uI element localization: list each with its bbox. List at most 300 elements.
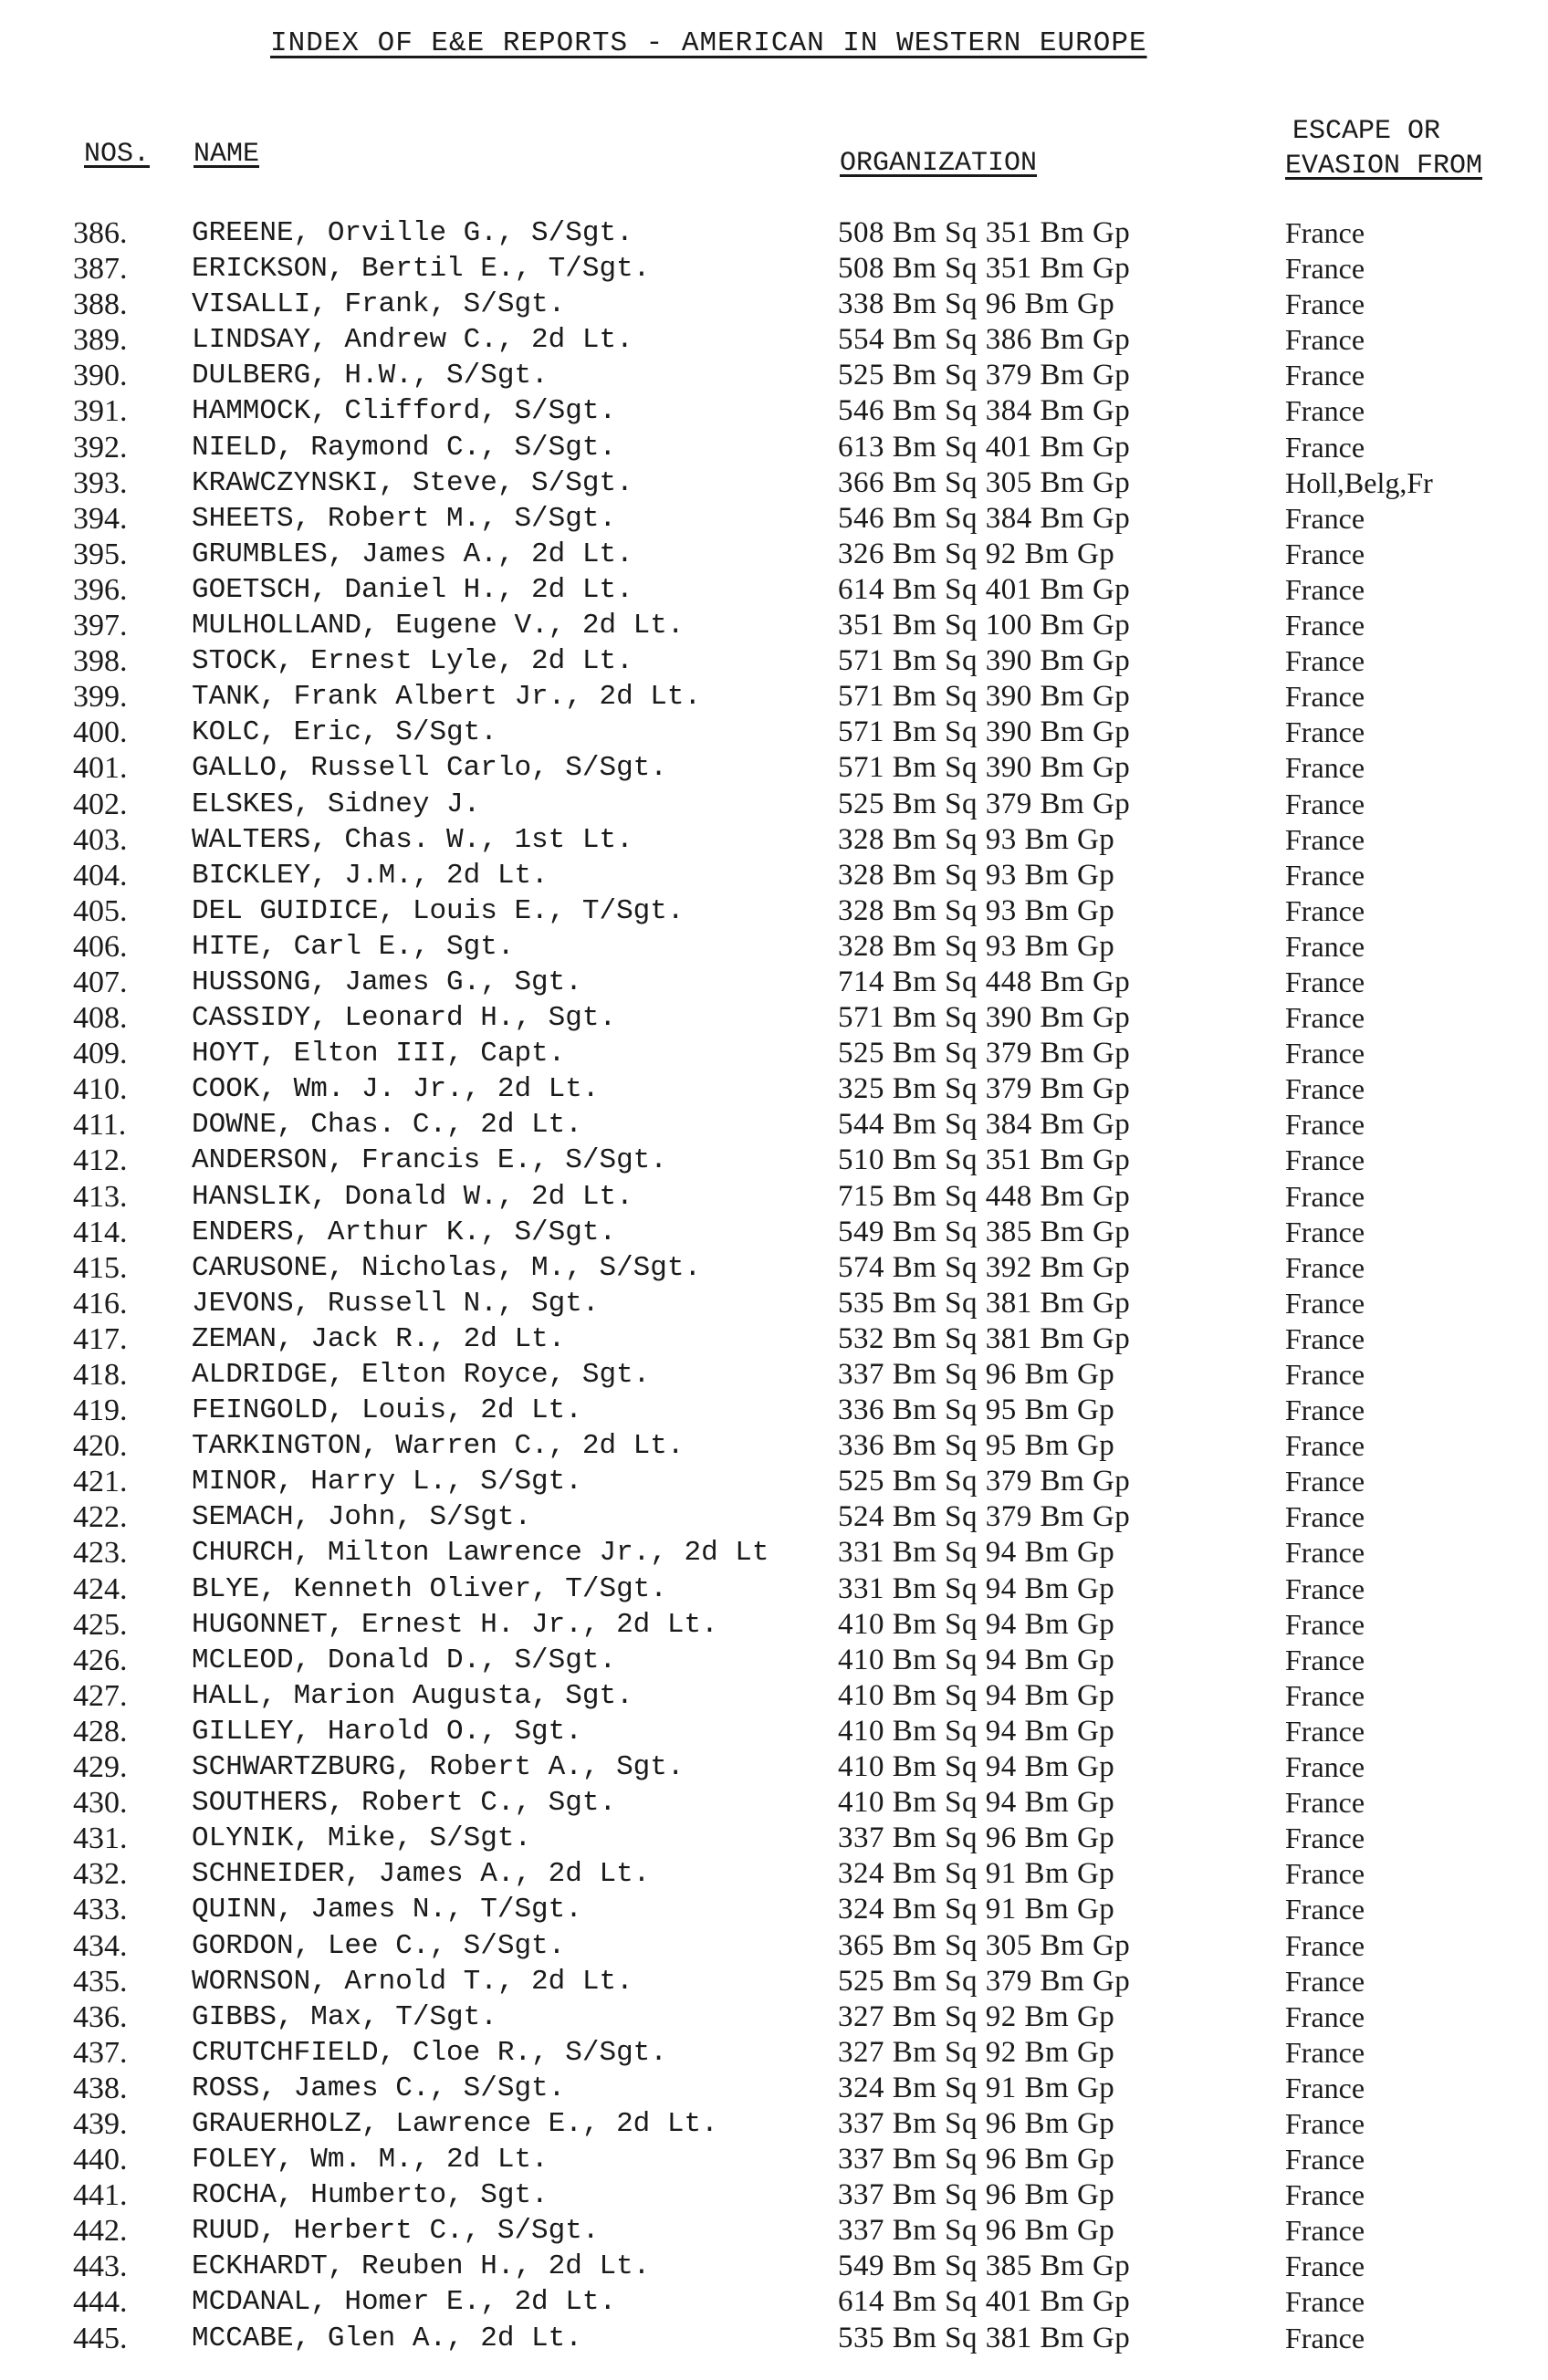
row-escape-from: France <box>1285 2178 1365 2212</box>
row-number: 415. <box>73 1250 128 1285</box>
row-name: ROCHA, Humberto, Sgt. <box>192 2179 549 2212</box>
row-number: 441. <box>73 2178 128 2213</box>
row-escape-from: France <box>1285 751 1365 785</box>
row-number: 407. <box>73 965 128 999</box>
row-name: QUINN, James N., T/Sgt. <box>192 1894 582 1926</box>
table-row <box>0 537 1548 572</box>
row-number: 396. <box>73 572 128 607</box>
row-organization: 535 Bm Sq 381 Bm Gp <box>838 1286 1131 1320</box>
header-name: NAME <box>194 139 260 170</box>
table-row <box>0 1714 1548 1749</box>
row-organization: 546 Bm Sq 384 Bm Gp <box>838 501 1131 535</box>
row-number: 426. <box>73 1643 128 1677</box>
row-name: CASSIDY, Leonard H., Sgt. <box>192 1002 617 1035</box>
row-organization: 571 Bm Sq 390 Bm Gp <box>838 751 1131 785</box>
table-row <box>0 1036 1548 1071</box>
table-row <box>0 1749 1548 1785</box>
row-escape-from: France <box>1285 2285 1365 2319</box>
row-number: 416. <box>73 1286 128 1320</box>
row-organization: 524 Bm Sq 379 Bm Gp <box>838 1500 1131 1534</box>
table-row <box>0 893 1548 929</box>
row-escape-from: France <box>1285 1893 1365 1926</box>
row-organization: 410 Bm Sq 94 Bm Gp <box>838 1750 1115 1784</box>
row-name: GALLO, Russell Carlo, S/Sgt. <box>192 752 667 785</box>
row-organization: 614 Bm Sq 401 Bm Gp <box>838 572 1131 606</box>
table-row <box>0 2284 1548 2320</box>
table-row <box>0 2213 1548 2249</box>
row-organization: 525 Bm Sq 379 Bm Gp <box>838 787 1131 820</box>
row-organization: 544 Bm Sq 384 Bm Gp <box>838 1108 1131 1142</box>
table-row <box>0 1464 1548 1499</box>
row-name: HOYT, Elton III, Capt. <box>192 1038 566 1070</box>
row-number: 388. <box>73 287 128 322</box>
row-name: DULBERG, H.W., S/Sgt. <box>192 360 549 392</box>
row-name: KRAWCZYNSKI, Steve, S/Sgt. <box>192 466 633 499</box>
row-name: ANDERSON, Francis E., S/Sgt. <box>192 1144 667 1177</box>
row-escape-from: France <box>1285 537 1365 570</box>
row-name: ELSKES, Sidney J. <box>192 788 481 820</box>
table-row <box>0 251 1548 287</box>
table-row <box>0 1607 1548 1643</box>
table-row <box>0 750 1548 786</box>
table-row <box>0 572 1548 608</box>
row-organization: 365 Bm Sq 305 Bm Gp <box>838 1928 1131 1962</box>
row-number: 440. <box>73 2143 128 2177</box>
row-number: 409. <box>73 1037 128 1071</box>
table-row <box>0 1892 1548 1927</box>
row-escape-from: Holl,Belg,Fr <box>1285 465 1433 499</box>
row-escape-from: France <box>1285 822 1365 856</box>
row-number: 429. <box>73 1750 128 1785</box>
row-number: 421. <box>73 1465 128 1499</box>
row-escape-from: France <box>1285 430 1365 464</box>
row-organization: 532 Bm Sq 381 Bm Gp <box>838 1321 1131 1355</box>
row-name: GOETSCH, Daniel H., 2d Lt. <box>192 573 633 606</box>
row-escape-from: France <box>1285 1643 1365 1676</box>
row-organization: 324 Bm Sq 91 Bm Gp <box>838 1857 1115 1891</box>
row-organization: 549 Bm Sq 385 Bm Gp <box>838 2250 1131 2283</box>
row-name: GRAUERHOLZ, Lawrence E., 2d Lt. <box>192 2107 718 2140</box>
row-name: GILLEY, Harold O., Sgt. <box>192 1715 582 1748</box>
row-number: 401. <box>73 751 128 786</box>
row-escape-from: France <box>1285 501 1365 535</box>
table-row <box>0 822 1548 858</box>
row-number: 395. <box>73 537 128 571</box>
table-row <box>0 1357 1548 1393</box>
row-name: SCHNEIDER, James A., 2d Lt. <box>192 1858 651 1891</box>
table-row <box>0 1250 1548 1286</box>
row-number: 442. <box>73 2214 128 2249</box>
row-escape-from: France <box>1285 1429 1365 1463</box>
document-title: INDEX OF E&E REPORTS - AMERICAN IN WESTERN EUROPE <box>270 27 1147 59</box>
row-organization: 525 Bm Sq 379 Bm Gp <box>838 1037 1131 1070</box>
table-row <box>0 1928 1548 1964</box>
row-escape-from: France <box>1285 1358 1365 1391</box>
row-organization: 331 Bm Sq 94 Bm Gp <box>838 1536 1115 1570</box>
row-organization: 410 Bm Sq 94 Bm Gp <box>838 1643 1115 1676</box>
table-row <box>0 1179 1548 1215</box>
row-number: 431. <box>73 1822 128 1856</box>
row-escape-from: France <box>1285 216 1365 249</box>
row-organization: 510 Bm Sq 351 Bm Gp <box>838 1143 1131 1177</box>
table-row <box>0 501 1548 537</box>
row-escape-from: France <box>1285 1179 1365 1213</box>
row-escape-from: France <box>1285 1928 1365 1962</box>
table-row <box>0 1678 1548 1714</box>
row-organization: 571 Bm Sq 390 Bm Gp <box>838 715 1131 749</box>
row-name: SOUTHERS, Robert C., Sgt. <box>192 1787 617 1820</box>
row-number: 402. <box>73 787 128 821</box>
row-name: KOLC, Eric, S/Sgt. <box>192 716 497 749</box>
row-name: ECKHARDT, Reuben H., 2d Lt. <box>192 2250 651 2283</box>
row-escape-from: France <box>1285 394 1365 428</box>
row-escape-from: France <box>1285 2035 1365 2069</box>
table-row <box>0 1856 1548 1892</box>
row-escape-from: France <box>1285 1999 1365 2033</box>
row-name: HAMMOCK, Clifford, S/Sgt. <box>192 395 617 428</box>
row-escape-from: France <box>1285 1001 1365 1035</box>
table-row <box>0 2249 1548 2284</box>
table-row <box>0 2106 1548 2142</box>
table-row <box>0 787 1548 822</box>
row-name: SHEETS, Robert M., S/Sgt. <box>192 502 617 535</box>
row-organization: 338 Bm Sq 96 Bm Gp <box>838 287 1115 321</box>
row-organization: 613 Bm Sq 401 Bm Gp <box>838 430 1131 464</box>
row-number: 418. <box>73 1358 128 1392</box>
row-escape-from: France <box>1285 1465 1365 1498</box>
row-number: 413. <box>73 1179 128 1214</box>
row-escape-from: France <box>1285 965 1365 998</box>
row-number: 389. <box>73 323 128 358</box>
row-number: 439. <box>73 2106 128 2141</box>
row-organization: 714 Bm Sq 448 Bm Gp <box>838 965 1131 998</box>
row-organization: 351 Bm Sq 100 Bm Gp <box>838 609 1131 642</box>
row-name: BICKLEY, J.M., 2d Lt. <box>192 859 549 892</box>
table-row <box>0 1428 1548 1464</box>
row-escape-from: France <box>1285 2143 1365 2176</box>
row-number: 420. <box>73 1429 128 1464</box>
table-row <box>0 1393 1548 1428</box>
row-escape-from: France <box>1285 715 1365 749</box>
table-row <box>0 215 1548 251</box>
row-name: ZEMAN, Jack R., 2d Lt. <box>192 1322 566 1355</box>
row-escape-from: France <box>1285 1678 1365 1712</box>
row-number: 403. <box>73 822 128 857</box>
row-number: 436. <box>73 1999 128 2034</box>
row-number: 437. <box>73 2035 128 2070</box>
row-escape-from: France <box>1285 787 1365 820</box>
row-name: HITE, Carl E., Sgt. <box>192 930 515 963</box>
row-escape-from: France <box>1285 1215 1365 1248</box>
row-number: 406. <box>73 929 128 964</box>
row-organization: 410 Bm Sq 94 Bm Gp <box>838 1678 1115 1712</box>
row-organization: 328 Bm Sq 93 Bm Gp <box>838 929 1115 963</box>
row-organization: 410 Bm Sq 94 Bm Gp <box>838 1786 1115 1820</box>
row-number: 430. <box>73 1786 128 1821</box>
row-escape-from: France <box>1285 1072 1365 1106</box>
row-name: JEVONS, Russell N., Sgt. <box>192 1287 600 1320</box>
row-number: 387. <box>73 252 128 287</box>
table-row <box>0 1785 1548 1821</box>
row-escape-from: France <box>1285 1394 1365 1427</box>
table-row <box>0 965 1548 1000</box>
row-name: NIELD, Raymond C., S/Sgt. <box>192 431 617 464</box>
table-row <box>0 1499 1548 1535</box>
row-number: 394. <box>73 501 128 536</box>
row-organization: 571 Bm Sq 390 Bm Gp <box>838 680 1131 714</box>
row-organization: 327 Bm Sq 92 Bm Gp <box>838 1999 1115 2033</box>
table-row <box>0 1999 1548 2035</box>
header-organization: ORGANIZATION <box>840 148 1038 179</box>
table-row <box>0 393 1548 429</box>
table-row <box>0 2035 1548 2071</box>
row-name: HALL, Marion Augusta, Sgt. <box>192 1679 633 1712</box>
row-number: 392. <box>73 430 128 465</box>
row-escape-from: France <box>1285 2071 1365 2104</box>
row-organization: 337 Bm Sq 96 Bm Gp <box>838 2214 1115 2248</box>
row-escape-from: France <box>1285 1321 1365 1355</box>
row-number: 405. <box>73 893 128 928</box>
row-organization: 337 Bm Sq 96 Bm Gp <box>838 2143 1115 2176</box>
table-row <box>0 358 1548 393</box>
row-organization: 366 Bm Sq 305 Bm Gp <box>838 465 1131 499</box>
row-escape-from: France <box>1285 1500 1365 1534</box>
row-number: 404. <box>73 858 128 892</box>
row-organization: 410 Bm Sq 94 Bm Gp <box>838 1607 1115 1641</box>
row-number: 397. <box>73 609 128 643</box>
row-number: 393. <box>73 465 128 500</box>
row-name: SEMACH, John, S/Sgt. <box>192 1501 532 1534</box>
row-name: MCLEOD, Donald D., S/Sgt. <box>192 1644 617 1676</box>
table-row <box>0 1821 1548 1856</box>
row-name: MULHOLLAND, Eugene V., 2d Lt. <box>192 610 685 642</box>
row-escape-from: France <box>1285 1822 1365 1855</box>
row-escape-from: France <box>1285 1286 1365 1320</box>
row-name: GIBBS, Max, T/Sgt. <box>192 2000 497 2033</box>
row-escape-from: France <box>1285 858 1365 892</box>
row-number: 417. <box>73 1321 128 1356</box>
row-escape-from: France <box>1285 644 1365 678</box>
table-row <box>0 2071 1548 2106</box>
table-row <box>0 1286 1548 1321</box>
row-name: CHURCH, Milton Lawrence Jr., 2d Lt <box>192 1537 769 1570</box>
row-name: CARUSONE, Nicholas, M., S/Sgt. <box>192 1251 702 1284</box>
row-escape-from: France <box>1285 2106 1365 2140</box>
report-list <box>0 215 1548 2356</box>
row-name: TANK, Frank Albert Jr., 2d Lt. <box>192 681 702 714</box>
row-escape-from: France <box>1285 929 1365 963</box>
row-escape-from: France <box>1285 2214 1365 2248</box>
row-organization: 325 Bm Sq 379 Bm Gp <box>838 1072 1131 1106</box>
row-name: GRUMBLES, James A., 2d Lt. <box>192 538 633 570</box>
table-row <box>0 1071 1548 1107</box>
row-number: 424. <box>73 1571 128 1606</box>
row-name: OLYNIK, Mike, S/Sgt. <box>192 1822 532 1855</box>
row-escape-from: France <box>1285 1964 1365 1998</box>
row-number: 432. <box>73 1857 128 1892</box>
row-name: STOCK, Ernest Lyle, 2d Lt. <box>192 645 633 678</box>
table-row <box>0 430 1548 465</box>
row-number: 410. <box>73 1072 128 1107</box>
row-name: ALDRIDGE, Elton Royce, Sgt. <box>192 1359 651 1391</box>
row-escape-from: France <box>1285 1108 1365 1142</box>
row-escape-from: France <box>1285 572 1365 606</box>
row-number: 386. <box>73 216 128 250</box>
row-number: 411. <box>73 1108 127 1143</box>
row-organization: 554 Bm Sq 386 Bm Gp <box>838 323 1131 357</box>
row-number: 400. <box>73 715 128 750</box>
header-escape-line2: EVASION FROM <box>1285 151 1483 182</box>
table-row <box>0 1143 1548 1178</box>
row-number: 408. <box>73 1001 128 1036</box>
row-organization: 571 Bm Sq 390 Bm Gp <box>838 644 1131 678</box>
row-organization: 324 Bm Sq 91 Bm Gp <box>838 1893 1115 1926</box>
row-number: 427. <box>73 1678 128 1713</box>
row-escape-from: France <box>1285 1143 1365 1177</box>
table-row <box>0 287 1548 322</box>
row-name: DEL GUIDICE, Louis E., T/Sgt. <box>192 894 685 927</box>
row-organization: 327 Bm Sq 92 Bm Gp <box>838 2035 1115 2069</box>
row-escape-from: France <box>1285 1571 1365 1605</box>
table-row <box>0 1964 1548 1999</box>
row-organization: 410 Bm Sq 94 Bm Gp <box>838 1714 1115 1748</box>
row-name: HUSSONG, James G., Sgt. <box>192 966 582 998</box>
row-organization: 525 Bm Sq 379 Bm Gp <box>838 1964 1131 1998</box>
row-escape-from: France <box>1285 359 1365 392</box>
table-row <box>0 322 1548 358</box>
row-name: MCCABE, Glen A., 2d Lt. <box>192 2322 582 2354</box>
row-organization: 336 Bm Sq 95 Bm Gp <box>838 1394 1115 1427</box>
row-name: GORDON, Lee C., S/Sgt. <box>192 1929 566 1962</box>
row-escape-from: France <box>1285 1607 1365 1641</box>
row-number: 398. <box>73 644 128 679</box>
row-name: COOK, Wm. J. Jr., 2d Lt. <box>192 1073 600 1106</box>
table-row <box>0 858 1548 893</box>
row-organization: 508 Bm Sq 351 Bm Gp <box>838 252 1131 286</box>
row-escape-from: France <box>1285 2250 1365 2283</box>
row-organization: 328 Bm Sq 93 Bm Gp <box>838 893 1115 927</box>
row-organization: 328 Bm Sq 93 Bm Gp <box>838 822 1115 856</box>
header-escape-evasion <box>1285 114 1482 183</box>
row-number: 445. <box>73 2321 128 2355</box>
row-name: WALTERS, Chas. W., 1st Lt. <box>192 823 633 856</box>
row-organization: 328 Bm Sq 93 Bm Gp <box>838 858 1115 892</box>
table-row <box>0 1571 1548 1607</box>
row-name: RUUD, Herbert C., S/Sgt. <box>192 2215 600 2248</box>
row-organization: 326 Bm Sq 92 Bm Gp <box>838 537 1115 570</box>
row-name: HANSLIK, Donald W., 2d Lt. <box>192 1180 633 1213</box>
row-number: 443. <box>73 2250 128 2284</box>
row-escape-from: France <box>1285 1250 1365 1284</box>
row-name: FEINGOLD, Louis, 2d Lt. <box>192 1394 582 1427</box>
row-organization: 337 Bm Sq 96 Bm Gp <box>838 1822 1115 1855</box>
row-escape-from: France <box>1285 2321 1365 2354</box>
row-organization: 715 Bm Sq 448 Bm Gp <box>838 1179 1131 1213</box>
table-row <box>0 2177 1548 2213</box>
table-row <box>0 1321 1548 1357</box>
row-escape-from: France <box>1285 323 1365 357</box>
row-name: ROSS, James C., S/Sgt. <box>192 2072 566 2104</box>
row-organization: 337 Bm Sq 96 Bm Gp <box>838 2106 1115 2140</box>
row-name: VISALLI, Frank, S/Sgt. <box>192 288 566 321</box>
table-row <box>0 2142 1548 2177</box>
table-row <box>0 608 1548 643</box>
row-organization: 336 Bm Sq 95 Bm Gp <box>838 1429 1115 1463</box>
table-row <box>0 643 1548 679</box>
row-organization: 337 Bm Sq 96 Bm Gp <box>838 1358 1115 1391</box>
row-number: 428. <box>73 1714 128 1748</box>
row-number: 433. <box>73 1893 128 1927</box>
table-row <box>0 679 1548 715</box>
table-row <box>0 465 1548 501</box>
row-number: 435. <box>73 1964 128 1999</box>
row-escape-from: France <box>1285 252 1365 286</box>
row-number: 422. <box>73 1500 128 1535</box>
row-name: LINDSAY, Andrew C., 2d Lt. <box>192 324 633 357</box>
row-organization: 535 Bm Sq 381 Bm Gp <box>838 2321 1131 2354</box>
row-escape-from: France <box>1285 1536 1365 1570</box>
row-organization: 337 Bm Sq 96 Bm Gp <box>838 2178 1115 2212</box>
row-name: GREENE, Orville G., S/Sgt. <box>192 217 633 249</box>
row-number: 419. <box>73 1394 128 1428</box>
row-organization: 324 Bm Sq 91 Bm Gp <box>838 2071 1115 2104</box>
table-row <box>0 1000 1548 1036</box>
row-organization: 525 Bm Sq 379 Bm Gp <box>838 359 1131 392</box>
row-name: HUGONNET, Ernest H. Jr., 2d Lt. <box>192 1608 718 1641</box>
row-organization: 525 Bm Sq 379 Bm Gp <box>838 1465 1131 1498</box>
row-name: MCDANAL, Homer E., 2d Lt. <box>192 2286 617 2319</box>
header-nos: NOS. <box>84 139 151 170</box>
row-organization: 574 Bm Sq 392 Bm Gp <box>838 1250 1131 1284</box>
row-name: ENDERS, Arthur K., S/Sgt. <box>192 1216 617 1248</box>
row-escape-from: France <box>1285 893 1365 927</box>
row-number: 390. <box>73 359 128 393</box>
row-number: 399. <box>73 680 128 715</box>
row-escape-from: France <box>1285 1037 1365 1070</box>
row-organization: 508 Bm Sq 351 Bm Gp <box>838 216 1131 249</box>
row-number: 423. <box>73 1536 128 1571</box>
row-name: CRUTCHFIELD, Cloe R., S/Sgt. <box>192 2036 667 2069</box>
row-name: SCHWARTZBURG, Robert A., Sgt. <box>192 1751 685 1784</box>
table-row <box>0 1215 1548 1250</box>
table-row <box>0 715 1548 750</box>
table-row <box>0 1643 1548 1678</box>
row-escape-from: France <box>1285 1750 1365 1784</box>
row-name: TARKINGTON, Warren C., 2d Lt. <box>192 1430 685 1463</box>
row-number: 414. <box>73 1215 128 1249</box>
row-name: BLYE, Kenneth Oliver, T/Sgt. <box>192 1572 667 1605</box>
row-name: MINOR, Harry L., S/Sgt. <box>192 1466 582 1498</box>
row-organization: 546 Bm Sq 384 Bm Gp <box>838 394 1131 428</box>
row-escape-from: France <box>1285 287 1365 321</box>
row-organization: 549 Bm Sq 385 Bm Gp <box>838 1215 1131 1248</box>
table-row <box>0 2321 1548 2356</box>
row-organization: 571 Bm Sq 390 Bm Gp <box>838 1001 1131 1035</box>
row-organization: 614 Bm Sq 401 Bm Gp <box>838 2285 1131 2319</box>
table-row <box>0 929 1548 965</box>
row-name: WORNSON, Arnold T., 2d Lt. <box>192 1965 633 1998</box>
row-name: ERICKSON, Bertil E., T/Sgt. <box>192 253 651 286</box>
row-escape-from: France <box>1285 609 1365 642</box>
row-escape-from: France <box>1285 680 1365 714</box>
table-row <box>0 1535 1548 1571</box>
row-number: 425. <box>73 1607 128 1642</box>
row-number: 444. <box>73 2285 128 2320</box>
row-name: DOWNE, Chas. C., 2d Lt. <box>192 1109 582 1142</box>
row-number: 412. <box>73 1143 128 1178</box>
row-escape-from: France <box>1285 1786 1365 1820</box>
row-number: 438. <box>73 2071 128 2105</box>
